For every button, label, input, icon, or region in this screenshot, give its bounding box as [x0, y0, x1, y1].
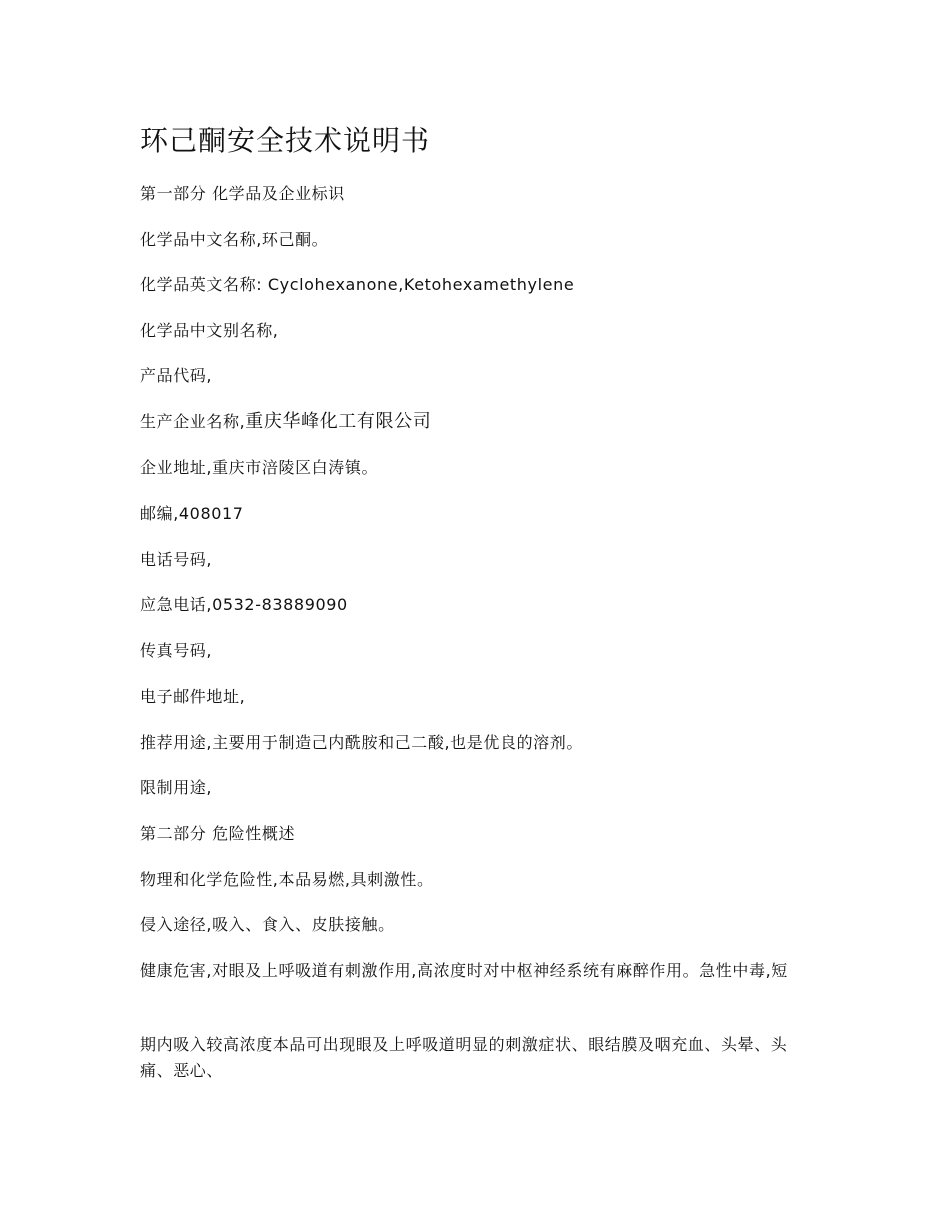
product-code-line: 产品代码, — [140, 366, 213, 385]
section-heading-2: 第二部分 危险性概述 — [140, 824, 296, 843]
en-name-line: 化学品英文名称: Cyclohexanone,Ketohexamethylene — [140, 275, 575, 294]
manufacturer-line — [140, 409, 820, 435]
manufacturer-value: 重庆华峰化工有限公司 — [245, 411, 432, 432]
exposure-routes-line: 侵入途径,吸入、食入、皮肤接触。 — [140, 915, 395, 934]
postcode-line: 邮编,408017 — [140, 504, 244, 523]
cn-alias-line: 化学品中文别名称, — [140, 321, 279, 340]
address-line: 企业地址,重庆市涪陵区白涛镇。 — [140, 458, 379, 477]
cn-name-line: 化学品中文名称,环己酮。 — [140, 230, 329, 249]
restricted-use-line: 限制用途, — [140, 778, 213, 797]
emergency-phone-line: 应急电话,0532-83889090 — [140, 595, 348, 614]
physical-chemical-hazard-line: 物理和化学危险性,本品易燃,具刺激性。 — [140, 870, 434, 889]
phone-line: 电话号码, — [140, 550, 213, 569]
fax-line: 传真号码, — [140, 641, 213, 660]
manufacturer-label: 生产企业名称, — [140, 412, 246, 431]
document-title: 环己酮安全技术说明书 — [140, 124, 431, 157]
health-hazard-paragraph-2: 期内吸入较高浓度本品可出现眼及上呼吸道明显的刺激症状、眼结膜及咽充血、头晕、头痛、恶心、 — [140, 1035, 788, 1080]
email-line: 电子邮件地址, — [140, 687, 246, 706]
health-hazard-paragraph-1: 健康危害,对眼及上呼吸道有刺激作用,高浓度时对中枢神经系统有麻醉作用。急性中毒,短 — [140, 961, 788, 980]
recommended-use-line: 推荐用途,主要用于制造己内酰胺和己二酸,也是优良的溶剂。 — [140, 733, 583, 752]
section-heading-1: 第一部分 化学品及企业标识 — [140, 184, 345, 203]
